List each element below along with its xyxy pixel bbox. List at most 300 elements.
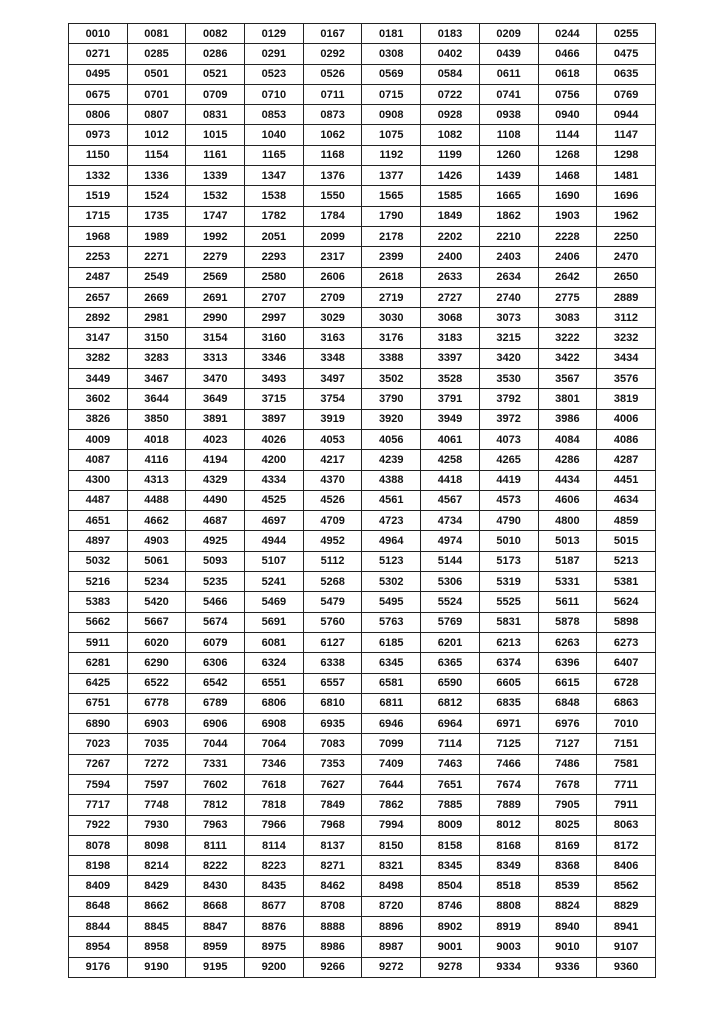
table-cell: 9360 (597, 957, 656, 977)
table-cell: 8518 (479, 876, 538, 896)
table-cell: 6185 (362, 632, 421, 652)
table-cell: 2549 (127, 267, 186, 287)
table-cell: 6810 (303, 693, 362, 713)
table-cell: 3160 (245, 328, 304, 348)
table-cell: 1150 (69, 145, 128, 165)
table-cell: 9272 (362, 957, 421, 977)
table-cell: 6778 (127, 693, 186, 713)
table-cell: 8958 (127, 937, 186, 957)
table-cell: 9200 (245, 957, 304, 977)
table-cell: 2727 (421, 287, 480, 307)
table-cell: 8271 (303, 856, 362, 876)
table-cell: 0928 (421, 105, 480, 125)
table-cell: 8888 (303, 917, 362, 937)
table-cell: 9195 (186, 957, 245, 977)
table-row (69, 470, 656, 490)
table-cell: 9176 (69, 957, 128, 977)
table-cell: 6946 (362, 714, 421, 734)
table-cell: 7711 (597, 774, 656, 794)
table-cell: 6581 (362, 673, 421, 693)
table-cell: 9010 (538, 937, 597, 957)
table-cell: 4265 (479, 450, 538, 470)
table-cell: 8746 (421, 896, 480, 916)
table-cell: 8562 (597, 876, 656, 896)
table-cell: 0466 (538, 44, 597, 64)
table-cell: 8986 (303, 937, 362, 957)
table-cell: 6811 (362, 693, 421, 713)
table-cell: 7889 (479, 795, 538, 815)
table-cell: 8954 (69, 937, 128, 957)
table-cell: 0255 (597, 24, 656, 44)
table-cell: 7627 (303, 774, 362, 794)
table-cell: 5831 (479, 612, 538, 632)
table-cell: 7966 (245, 815, 304, 835)
table-cell: 3420 (479, 348, 538, 368)
table-cell: 0741 (479, 84, 538, 104)
table-cell: 0526 (303, 64, 362, 84)
table-cell: 3388 (362, 348, 421, 368)
table-cell: 4897 (69, 531, 128, 551)
table-cell: 6806 (245, 693, 304, 713)
table-cell: 0711 (303, 84, 362, 104)
table-row (69, 896, 656, 916)
table-cell: 6396 (538, 653, 597, 673)
table-cell: 8172 (597, 835, 656, 855)
table-cell: 2178 (362, 226, 421, 246)
table-cell: 5213 (597, 551, 656, 571)
table-cell: 4334 (245, 470, 304, 490)
table-cell: 7127 (538, 734, 597, 754)
table-cell: 2210 (479, 226, 538, 246)
table-row (69, 226, 656, 246)
table-cell: 0010 (69, 24, 128, 44)
table-cell: 3715 (245, 389, 304, 409)
table-cell: 6127 (303, 632, 362, 652)
table-cell: 8847 (186, 917, 245, 937)
table-cell: 3502 (362, 369, 421, 389)
table-cell: 5383 (69, 592, 128, 612)
table-cell: 7885 (421, 795, 480, 815)
table-cell: 8345 (421, 856, 480, 876)
table-cell: 5381 (597, 572, 656, 592)
table-cell: 0831 (186, 105, 245, 125)
table-cell: 7597 (127, 774, 186, 794)
table-cell: 1735 (127, 206, 186, 226)
table-cell: 1260 (479, 145, 538, 165)
table-cell: 0244 (538, 24, 597, 44)
table-cell: 3348 (303, 348, 362, 368)
number-table (68, 23, 656, 978)
table-cell: 0209 (479, 24, 538, 44)
table-cell: 0938 (479, 105, 538, 125)
table-cell: 8876 (245, 917, 304, 937)
table-cell: 0286 (186, 44, 245, 64)
table-cell: 8321 (362, 856, 421, 876)
table-cell: 4526 (303, 490, 362, 510)
table-cell: 8844 (69, 917, 128, 937)
table-cell: 4023 (186, 429, 245, 449)
table-cell: 4086 (597, 429, 656, 449)
table-cell: 7023 (69, 734, 128, 754)
table-cell: 3891 (186, 409, 245, 429)
table-row (69, 206, 656, 226)
table-cell: 1538 (245, 186, 304, 206)
table-cell: 1154 (127, 145, 186, 165)
table-cell: 1468 (538, 166, 597, 186)
table-cell: 3576 (597, 369, 656, 389)
table-cell: 7151 (597, 734, 656, 754)
table-cell: 5061 (127, 551, 186, 571)
table-cell: 1015 (186, 125, 245, 145)
table-cell: 2580 (245, 267, 304, 287)
table-cell: 4313 (127, 470, 186, 490)
table-cell: 8111 (186, 835, 245, 855)
table-cell: 7353 (303, 754, 362, 774)
table-cell: 3083 (538, 308, 597, 328)
table-row (69, 450, 656, 470)
table-cell: 0769 (597, 84, 656, 104)
table-cell: 8222 (186, 856, 245, 876)
table-cell: 3850 (127, 409, 186, 429)
table-cell: 1062 (303, 125, 362, 145)
table-cell: 3154 (186, 328, 245, 348)
table-cell: 5495 (362, 592, 421, 612)
table-row (69, 632, 656, 652)
table-cell: 5466 (186, 592, 245, 612)
table-cell: 1268 (538, 145, 597, 165)
table-cell: 6263 (538, 632, 597, 652)
table-cell: 3147 (69, 328, 128, 348)
table-cell: 7674 (479, 774, 538, 794)
table-cell: 3567 (538, 369, 597, 389)
table-cell: 5144 (421, 551, 480, 571)
table-cell: 5032 (69, 551, 128, 571)
table-cell: 2403 (479, 247, 538, 267)
table-cell: 2487 (69, 267, 128, 287)
table-cell: 1108 (479, 125, 538, 145)
table-cell: 6590 (421, 673, 480, 693)
table-cell: 4964 (362, 531, 421, 551)
table-cell: 7064 (245, 734, 304, 754)
table-cell: 0807 (127, 105, 186, 125)
table-cell: 0082 (186, 24, 245, 44)
table-row (69, 693, 656, 713)
table-row (69, 166, 656, 186)
table-cell: 8668 (186, 896, 245, 916)
table-cell: 5235 (186, 572, 245, 592)
table-cell: 4952 (303, 531, 362, 551)
table-cell: 6789 (186, 693, 245, 713)
table-row (69, 186, 656, 206)
table-cell: 6374 (479, 653, 538, 673)
table-cell: 4084 (538, 429, 597, 449)
table-cell: 6324 (245, 653, 304, 673)
table-row (69, 815, 656, 835)
table-cell: 5420 (127, 592, 186, 612)
table-cell: 2719 (362, 287, 421, 307)
table-cell: 8919 (479, 917, 538, 937)
table-cell: 3163 (303, 328, 362, 348)
table-row (69, 937, 656, 957)
table-row (69, 714, 656, 734)
table-row (69, 876, 656, 896)
table-cell: 4488 (127, 490, 186, 510)
table-cell: 5187 (538, 551, 597, 571)
table-cell: 0709 (186, 84, 245, 104)
table-cell: 3897 (245, 409, 304, 429)
table-cell: 0291 (245, 44, 304, 64)
table-cell: 8959 (186, 937, 245, 957)
table-cell: 8430 (186, 876, 245, 896)
table-cell: 2892 (69, 308, 128, 328)
table-row (69, 653, 656, 673)
table-cell: 7035 (127, 734, 186, 754)
table-cell: 6615 (538, 673, 597, 693)
table-row (69, 754, 656, 774)
table-cell: 4709 (303, 511, 362, 531)
table-cell: 0181 (362, 24, 421, 44)
table-cell: 7922 (69, 815, 128, 835)
table-cell: 4418 (421, 470, 480, 490)
table-cell: 8975 (245, 937, 304, 957)
table-cell: 5760 (303, 612, 362, 632)
table-cell: 7010 (597, 714, 656, 734)
table-cell: 8223 (245, 856, 304, 876)
table-cell: 5769 (421, 612, 480, 632)
table-cell: 1862 (479, 206, 538, 226)
table-row (69, 511, 656, 531)
table-cell: 5234 (127, 572, 186, 592)
table-cell: 2889 (597, 287, 656, 307)
table-cell: 5268 (303, 572, 362, 592)
table-cell: 9001 (421, 937, 480, 957)
table-cell: 4061 (421, 429, 480, 449)
table-cell: 3493 (245, 369, 304, 389)
table-cell: 1585 (421, 186, 480, 206)
table-cell: 8504 (421, 876, 480, 896)
table-cell: 9003 (479, 937, 538, 957)
table-row (69, 105, 656, 125)
table-cell: 0806 (69, 105, 128, 125)
table-cell: 0475 (597, 44, 656, 64)
table-cell: 2990 (186, 308, 245, 328)
table-cell: 4329 (186, 470, 245, 490)
table-cell: 8539 (538, 876, 597, 896)
table-cell: 5013 (538, 531, 597, 551)
table-cell: 6201 (421, 632, 480, 652)
table-cell: 0710 (245, 84, 304, 104)
table-row (69, 389, 656, 409)
table-cell: 7812 (186, 795, 245, 815)
table-cell: 4573 (479, 490, 538, 510)
table-cell: 6903 (127, 714, 186, 734)
table-row (69, 957, 656, 977)
table-cell: 2470 (597, 247, 656, 267)
table-cell: 6290 (127, 653, 186, 673)
table-cell: 3449 (69, 369, 128, 389)
table-cell: 5469 (245, 592, 304, 612)
table-row (69, 612, 656, 632)
table-cell: 3222 (538, 328, 597, 348)
table-row (69, 247, 656, 267)
table-cell: 6971 (479, 714, 538, 734)
table-cell: 7678 (538, 774, 597, 794)
table-cell: 0183 (421, 24, 480, 44)
table-cell: 6345 (362, 653, 421, 673)
table-cell: 0285 (127, 44, 186, 64)
table-row (69, 44, 656, 64)
table-cell: 4200 (245, 450, 304, 470)
table-row (69, 490, 656, 510)
table-cell: 5525 (479, 592, 538, 612)
table-row (69, 308, 656, 328)
table-cell: 0271 (69, 44, 128, 64)
table-cell: 8098 (127, 835, 186, 855)
table-cell: 1426 (421, 166, 480, 186)
table-cell: 3030 (362, 308, 421, 328)
table-row (69, 348, 656, 368)
table-cell: 4567 (421, 490, 480, 510)
table-cell: 6542 (186, 673, 245, 693)
table-cell: 1962 (597, 206, 656, 226)
table-cell: 4009 (69, 429, 128, 449)
table-cell: 1696 (597, 186, 656, 206)
table-row (69, 409, 656, 429)
table-cell: 8012 (479, 815, 538, 835)
table-cell: 3112 (597, 308, 656, 328)
table-cell: 1298 (597, 145, 656, 165)
table-cell: 8845 (127, 917, 186, 937)
table-cell: 2400 (421, 247, 480, 267)
table-row (69, 24, 656, 44)
table-cell: 3920 (362, 409, 421, 429)
table-row (69, 551, 656, 571)
table-cell: 3801 (538, 389, 597, 409)
table-cell: 9266 (303, 957, 362, 977)
table-cell: 4651 (69, 511, 128, 531)
table-cell: 5306 (421, 572, 480, 592)
table-cell: 4217 (303, 450, 362, 470)
table-cell: 8409 (69, 876, 128, 896)
table-cell: 4286 (538, 450, 597, 470)
table-cell: 2293 (245, 247, 304, 267)
table-cell: 2997 (245, 308, 304, 328)
table-cell: 6338 (303, 653, 362, 673)
table-cell: 0618 (538, 64, 597, 84)
table-cell: 4525 (245, 490, 304, 510)
table-cell: 0701 (127, 84, 186, 104)
table-cell: 5331 (538, 572, 597, 592)
table-cell: 1782 (245, 206, 304, 226)
table-cell: 4859 (597, 511, 656, 531)
table-cell: 1784 (303, 206, 362, 226)
table-cell: 6425 (69, 673, 128, 693)
table-cell: 5302 (362, 572, 421, 592)
table-cell: 4451 (597, 470, 656, 490)
table-cell: 0756 (538, 84, 597, 104)
table-cell: 4925 (186, 531, 245, 551)
table-cell: 0292 (303, 44, 362, 64)
table-cell: 4561 (362, 490, 421, 510)
table-cell: 3346 (245, 348, 304, 368)
table-cell: 4974 (421, 531, 480, 551)
table-cell: 1690 (538, 186, 597, 206)
table-cell: 2634 (479, 267, 538, 287)
table-cell: 6835 (479, 693, 538, 713)
table-cell: 0584 (421, 64, 480, 84)
table-cell: 3791 (421, 389, 480, 409)
table-cell: 1012 (127, 125, 186, 145)
table-row (69, 84, 656, 104)
table-cell: 8808 (479, 896, 538, 916)
table-cell: 0308 (362, 44, 421, 64)
table-cell: 4490 (186, 490, 245, 510)
table-cell: 4419 (479, 470, 538, 490)
table-cell: 6751 (69, 693, 128, 713)
table-cell: 2633 (421, 267, 480, 287)
table-cell: 5691 (245, 612, 304, 632)
table-cell: 4634 (597, 490, 656, 510)
table-cell: 8462 (303, 876, 362, 896)
table-cell: 8198 (69, 856, 128, 876)
table-cell: 4388 (362, 470, 421, 490)
table-cell: 3649 (186, 389, 245, 409)
table-cell: 6890 (69, 714, 128, 734)
table-cell: 4116 (127, 450, 186, 470)
table-cell: 2618 (362, 267, 421, 287)
table-cell: 4056 (362, 429, 421, 449)
table-cell: 8829 (597, 896, 656, 916)
table-cell: 3819 (597, 389, 656, 409)
table-cell: 6551 (245, 673, 304, 693)
table-cell: 2099 (303, 226, 362, 246)
table-cell: 5112 (303, 551, 362, 571)
table-cell: 8169 (538, 835, 597, 855)
table-cell: 7911 (597, 795, 656, 815)
table-cell: 2279 (186, 247, 245, 267)
table-cell: 3176 (362, 328, 421, 348)
table-cell: 1524 (127, 186, 186, 206)
table-cell: 8009 (421, 815, 480, 835)
table-cell: 7644 (362, 774, 421, 794)
table-cell: 4944 (245, 531, 304, 551)
table-cell: 3949 (421, 409, 480, 429)
table-cell: 5624 (597, 592, 656, 612)
table-cell: 8406 (597, 856, 656, 876)
table-cell: 3754 (303, 389, 362, 409)
table-cell: 3972 (479, 409, 538, 429)
table-cell: 6964 (421, 714, 480, 734)
table-cell: 8896 (362, 917, 421, 937)
table-cell: 7618 (245, 774, 304, 794)
table-cell: 5173 (479, 551, 538, 571)
table-cell: 7651 (421, 774, 480, 794)
table-cell: 1377 (362, 166, 421, 186)
table-cell: 2650 (597, 267, 656, 287)
table-cell: 7748 (127, 795, 186, 815)
table-cell: 5674 (186, 612, 245, 632)
table-cell: 1565 (362, 186, 421, 206)
table-cell: 2669 (127, 287, 186, 307)
table-cell: 5763 (362, 612, 421, 632)
table-cell: 0495 (69, 64, 128, 84)
table-cell: 5911 (69, 632, 128, 652)
table-cell: 5123 (362, 551, 421, 571)
table-cell: 8902 (421, 917, 480, 937)
table-cell: 6848 (538, 693, 597, 713)
table-cell: 7466 (479, 754, 538, 774)
table-cell: 2051 (245, 226, 304, 246)
